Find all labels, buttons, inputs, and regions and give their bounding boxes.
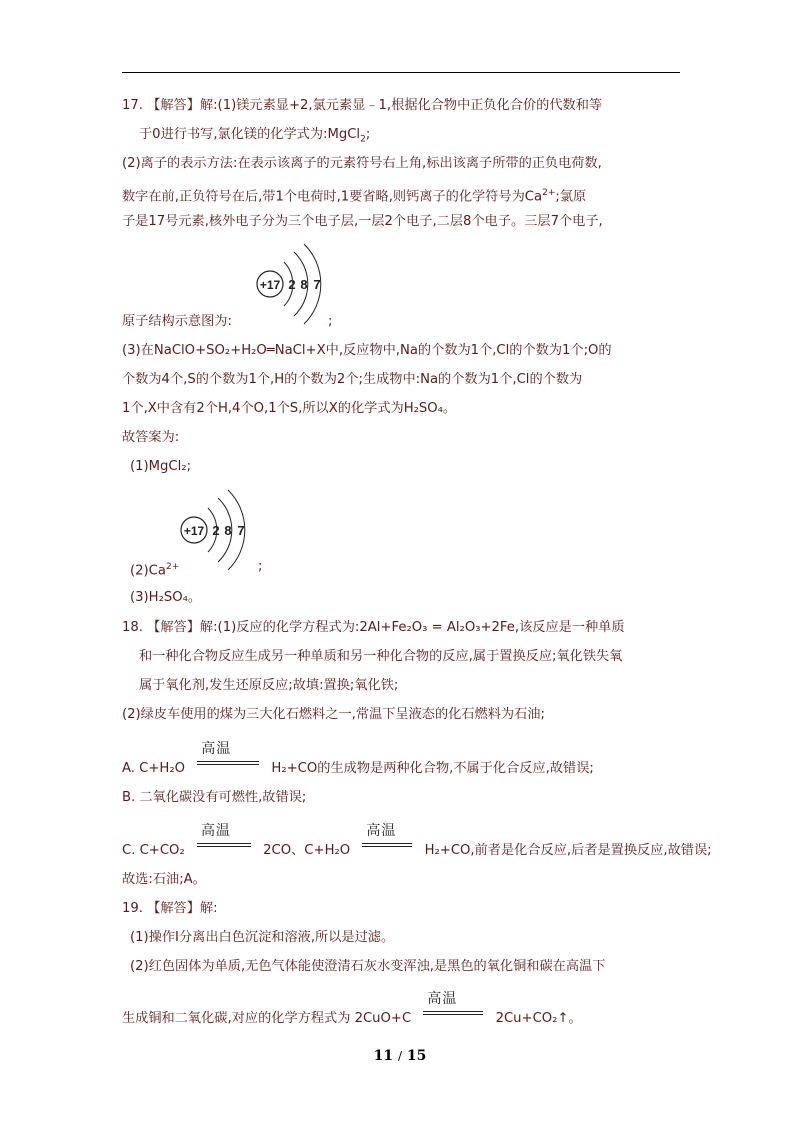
nucleus-label: +17	[259, 278, 281, 292]
q17-line-7: (3)在NaClO+SO₂+H₂O═NaCl+X中,反应物中,Na的个数为1个,Cl的个数为1个;O的	[122, 343, 612, 358]
chlorine-atom-diagram-1	[248, 238, 338, 328]
q17-line-8: 个数为4个,S的个数为1个,H的个数为2个;生成物中:Na的个数为1个,Cl的个数为	[122, 372, 583, 387]
header-rule	[122, 72, 680, 73]
answer-heading: 故答案为:	[122, 430, 180, 445]
q19-line-2: (1)操作Ⅰ分离出白色沉淀和溶液,所以是过滤。	[130, 930, 395, 945]
reaction-condition: 高温	[354, 842, 420, 860]
q19-line-1: 19. 【解答】解:	[122, 901, 218, 916]
q17-line-6-end: ;	[328, 314, 333, 329]
reaction-condition: 高温	[415, 1010, 491, 1028]
option-c: C. C+CO₂ 高温 2CO、C+H₂O 高温 H₂+CO,前者是化合反应,后者是置换反应,故错误;	[122, 823, 712, 858]
q18-line-3: 属于氧化剂,发生还原反应;故填:置换;氧化铁;	[139, 678, 399, 693]
option-b: B. 二氧化碳没有可燃性,故错误;	[122, 790, 307, 805]
q19-line-3: (2)红色固体为单质,无色气体能使澄清石灰水变浑浊,是黑色的氧化铜和碳在高温下	[130, 959, 606, 974]
shell-count-2: 8	[300, 277, 308, 292]
shell-count-3: 7	[237, 523, 245, 538]
q17-line-5: 子是17号元素,核外电子分为三个电子层,一层2个电子,二层8个电子。三层7个电子,	[122, 214, 603, 229]
answer-2-end: ;	[258, 559, 263, 574]
q17-line-2: 于0进行书写,氯化镁的化学式为:MgCl$_2$;	[139, 127, 371, 145]
answer-3: (3)H₂SO₄。	[130, 590, 202, 605]
q17-line-6: 原子结构示意图为:	[122, 314, 232, 329]
shell-count-3: 7	[313, 277, 321, 292]
q19-line-4: 生成铜和二氧化碳,对应的化学方程式为 2CuO+C 高温 2Cu+CO₂↑。	[122, 991, 582, 1026]
q18-line-1: 18. 【解答】解:(1)反应的化学方程式为:2Al+Fe₂O₃ = Al₂O₃+2Fe,该反应是一种单质	[122, 620, 625, 635]
option-a: A. C+H₂O 高温 H₂+CO的生成物是两种化合物,不属于化合反应,故错误;	[122, 741, 594, 776]
page-number	[0, 1048, 800, 1064]
q18-line-4: (2)绿皮车使用的煤为三大化石燃料之一,常温下呈液态的化石燃料为石油;	[122, 707, 545, 722]
chlorine-atom-diagram-2	[172, 484, 262, 574]
reaction-condition: 高温	[189, 760, 267, 778]
answer-2: $(2)Ca^{2+}$	[130, 562, 180, 579]
q18-selection: 故选:石油;A。	[122, 872, 206, 887]
answer-1: (1)MgCl₂;	[130, 459, 192, 474]
shell-count-2: 8	[224, 523, 232, 538]
total-pages: 15	[406, 1048, 427, 1064]
current-page: 11	[373, 1048, 394, 1064]
q17-line-4: 数字在前,正负符号在后,带1个电荷时,1要省略,则钙离子的化学符号为$Ca^{2+}$;氯原	[122, 188, 587, 205]
reaction-condition: 高温	[189, 842, 259, 860]
nucleus-label: +17	[183, 524, 205, 538]
q18-line-2: 和一种化合物反应生成另一种单质和另一种化合物的反应,属于置换反应;氧化铁失氧	[139, 649, 623, 664]
shell-count-1: 2	[288, 277, 296, 292]
shell-count-1: 2	[212, 523, 220, 538]
q17-line-3: (2)离子的表示方法:在表示该离子的元素符号右上角,标出该离子所带的正负电荷数,	[122, 156, 602, 171]
q17-line-1: 17. 【解答】解:(1)镁元素显+2,氯元素显﹣1,根据化合物中正负化合价的代数和等	[122, 98, 603, 113]
q17-line-9: 1个,X中含有2个H,4个O,1个S,所以X的化学式为H₂SO₄。	[122, 401, 457, 416]
page-separator: /	[397, 1049, 403, 1063]
